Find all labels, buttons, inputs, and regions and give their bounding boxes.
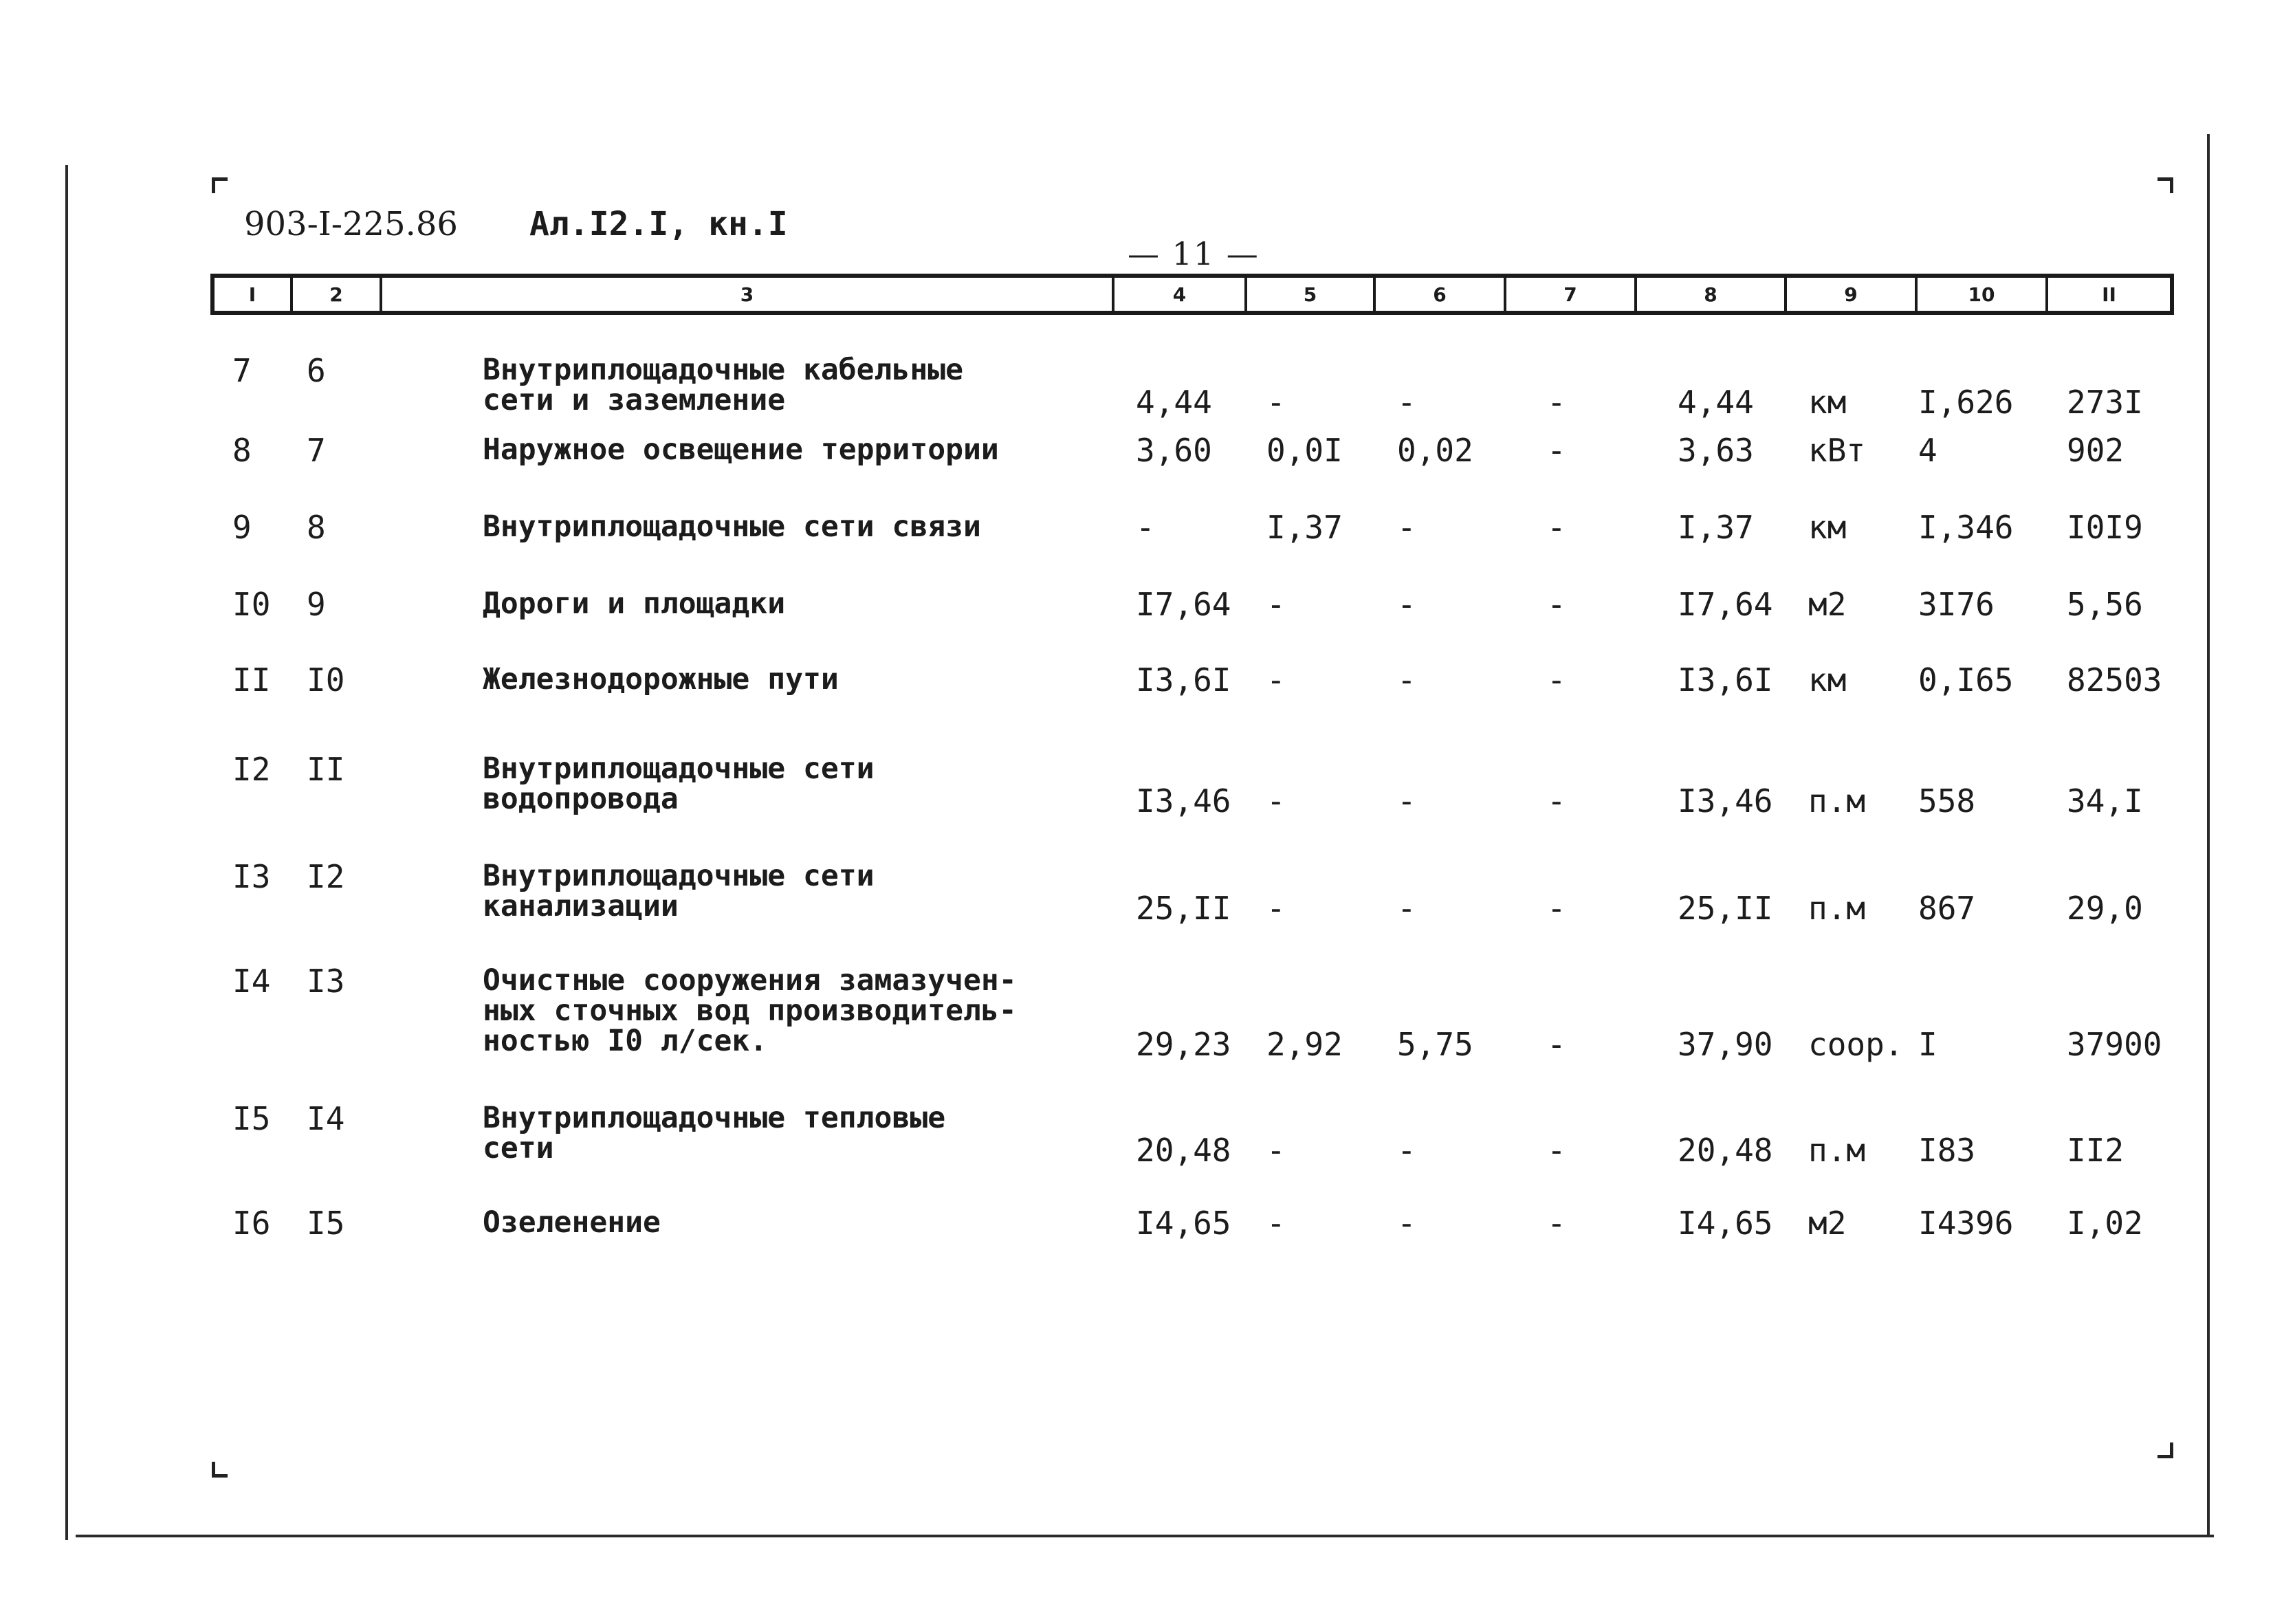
corner-mark-top-right: [2157, 177, 2173, 193]
value-col-4: -: [1136, 509, 1155, 546]
column-number-header: [210, 274, 2174, 315]
column-header: 9: [1787, 278, 1918, 311]
value-col-4: I7,64: [1136, 586, 1231, 623]
value-col-11: II2: [2067, 1132, 2124, 1169]
value-col-5: -: [1266, 782, 1286, 820]
value-col-11: 37900: [2067, 1026, 2162, 1063]
value-col-5: -: [1266, 1205, 1286, 1242]
row-position: 7: [307, 432, 326, 469]
value-col-10: 558: [1918, 782, 1976, 820]
value-col-8: I4,65: [1678, 1205, 1773, 1242]
value-col-7: -: [1547, 661, 1566, 699]
value-col-5: -: [1266, 890, 1286, 927]
value-col-11: 5,56: [2067, 586, 2143, 623]
value-col-8: I3,46: [1678, 782, 1773, 820]
value-col-4: 4,44: [1136, 384, 1212, 421]
value-col-7: -: [1547, 586, 1566, 623]
value-col-11: 34,I: [2067, 782, 2143, 820]
value-col-6: -: [1397, 384, 1416, 421]
row-description: Очистные сооружения замазучен- ных сточных вод производитель- ностью I0 л/сек.: [483, 963, 1017, 1058]
row-description: Внутриплощадочные кабельные сети и заземление: [483, 353, 963, 417]
column-header: 5: [1247, 278, 1376, 311]
row-description: Внутриплощадочные сети канализации: [483, 859, 875, 923]
value-col-6: -: [1397, 1132, 1416, 1169]
corner-mark-bottom-left: [212, 1462, 228, 1478]
row-position: I3: [307, 963, 345, 1000]
value-col-4: I3,6I: [1136, 661, 1231, 699]
row-position: 9: [307, 586, 326, 623]
value-col-4: 3,60: [1136, 432, 1212, 469]
row-description: Внутриплощадочные сети связи: [483, 509, 981, 544]
row-index: I0: [232, 586, 271, 623]
value-col-8: 4,44: [1678, 384, 1754, 421]
corner-mark-bottom-right: [2157, 1442, 2173, 1458]
value-col-11: I,02: [2067, 1205, 2143, 1242]
unit: кВт: [1808, 432, 1866, 469]
value-col-6: -: [1397, 782, 1416, 820]
value-col-10: 3I76: [1918, 586, 1995, 623]
value-col-7: -: [1547, 432, 1566, 469]
column-header: 8: [1637, 278, 1787, 311]
value-col-10: I4396: [1918, 1205, 2014, 1242]
unit: м2: [1808, 586, 1847, 623]
column-header: I: [215, 278, 293, 311]
row-index: I5: [232, 1100, 271, 1137]
value-col-8: I3,6I: [1678, 661, 1773, 699]
value-col-7: -: [1547, 782, 1566, 820]
row-index: 9: [232, 509, 252, 546]
unit: км: [1808, 509, 1847, 546]
value-col-6: -: [1397, 509, 1416, 546]
unit: км: [1808, 661, 1847, 699]
value-col-11: 29,0: [2067, 890, 2143, 927]
column-header: 3: [382, 278, 1114, 311]
unit: км: [1808, 384, 1847, 421]
row-position: I0: [307, 661, 345, 699]
row-index: 7: [232, 352, 252, 389]
row-index: I2: [232, 751, 271, 788]
column-header: 7: [1506, 278, 1637, 311]
value-col-10: 867: [1918, 890, 1976, 927]
value-col-5: 2,92: [1266, 1026, 1343, 1063]
unit: п.м: [1808, 782, 1866, 820]
corner-mark-top-left: [212, 177, 228, 193]
unit: п.м: [1808, 1132, 1866, 1169]
row-position: I5: [307, 1205, 345, 1242]
row-description: Железнодорожные пути: [483, 662, 839, 696]
column-header: 6: [1376, 278, 1506, 311]
value-col-10: I,626: [1918, 384, 2014, 421]
value-col-6: -: [1397, 586, 1416, 623]
value-col-10: I,346: [1918, 509, 2014, 546]
row-index: I6: [232, 1205, 271, 1242]
row-position: II: [307, 751, 345, 788]
value-col-5: 0,0I: [1266, 432, 1343, 469]
value-col-7: -: [1547, 1132, 1566, 1169]
value-col-4: 25,II: [1136, 890, 1231, 927]
row-description: Озеленение: [483, 1205, 661, 1240]
value-col-11: 902: [2067, 432, 2124, 469]
value-col-10: 0,I65: [1918, 661, 2014, 699]
value-col-5: I,37: [1266, 509, 1343, 546]
column-header: 4: [1114, 278, 1247, 311]
value-col-10: I83: [1918, 1132, 1976, 1169]
value-col-6: -: [1397, 1205, 1416, 1242]
value-col-5: -: [1266, 384, 1286, 421]
value-col-8: 3,63: [1678, 432, 1754, 469]
row-position: 8: [307, 509, 326, 546]
page-border-left: [65, 165, 68, 1540]
value-col-7: -: [1547, 509, 1566, 546]
page-border-right: [2207, 134, 2210, 1537]
unit: м2: [1808, 1205, 1847, 1242]
document-code: 903-I-225.86: [244, 205, 458, 243]
value-col-7: -: [1547, 1205, 1566, 1242]
value-col-10: 4: [1918, 432, 1937, 469]
value-col-11: I0I9: [2067, 509, 2143, 546]
value-col-5: -: [1266, 661, 1286, 699]
row-description: Внутриплощадочные тепловые сети: [483, 1101, 946, 1165]
value-col-5: -: [1266, 1132, 1286, 1169]
value-col-7: -: [1547, 890, 1566, 927]
row-index: 8: [232, 432, 252, 469]
row-description: Внутриплощадочные сети водопровода: [483, 751, 875, 816]
value-col-10: I: [1918, 1026, 1937, 1063]
row-description: Наружное освещение территории: [483, 432, 999, 467]
value-col-7: -: [1547, 1026, 1566, 1063]
value-col-4: 20,48: [1136, 1132, 1231, 1169]
row-position: I2: [307, 858, 345, 895]
value-col-6: -: [1397, 661, 1416, 699]
document-reference: Ал.I2.I, кн.I: [529, 205, 788, 243]
row-description: Дороги и площадки: [483, 586, 786, 621]
value-col-6: 0,02: [1397, 432, 1473, 469]
value-col-11: 273I: [2067, 384, 2143, 421]
row-index: II: [232, 661, 271, 699]
value-col-8: I7,64: [1678, 586, 1773, 623]
value-col-6: -: [1397, 890, 1416, 927]
value-col-6: 5,75: [1397, 1026, 1473, 1063]
value-col-8: 37,90: [1678, 1026, 1773, 1063]
row-position: 6: [307, 352, 326, 389]
row-index: I4: [232, 963, 271, 1000]
row-position: I4: [307, 1100, 345, 1137]
unit: п.м: [1808, 890, 1866, 927]
value-col-11: 82503: [2067, 661, 2162, 699]
page-number: — 11 —: [1128, 235, 1260, 272]
page-border-bottom: [76, 1535, 2214, 1537]
column-header: II: [2102, 283, 2116, 306]
value-col-5: -: [1266, 586, 1286, 623]
unit: coop.: [1808, 1026, 1904, 1063]
value-col-8: 25,II: [1678, 890, 1773, 927]
value-col-4: 29,23: [1136, 1026, 1231, 1063]
value-col-4: I3,46: [1136, 782, 1231, 820]
row-index: I3: [232, 858, 271, 895]
value-col-4: I4,65: [1136, 1205, 1231, 1242]
column-header: 10: [1918, 278, 2048, 311]
column-header: 2: [293, 278, 382, 311]
value-col-7: -: [1547, 384, 1566, 421]
value-col-8: I,37: [1678, 509, 1754, 546]
value-col-8: 20,48: [1678, 1132, 1773, 1169]
